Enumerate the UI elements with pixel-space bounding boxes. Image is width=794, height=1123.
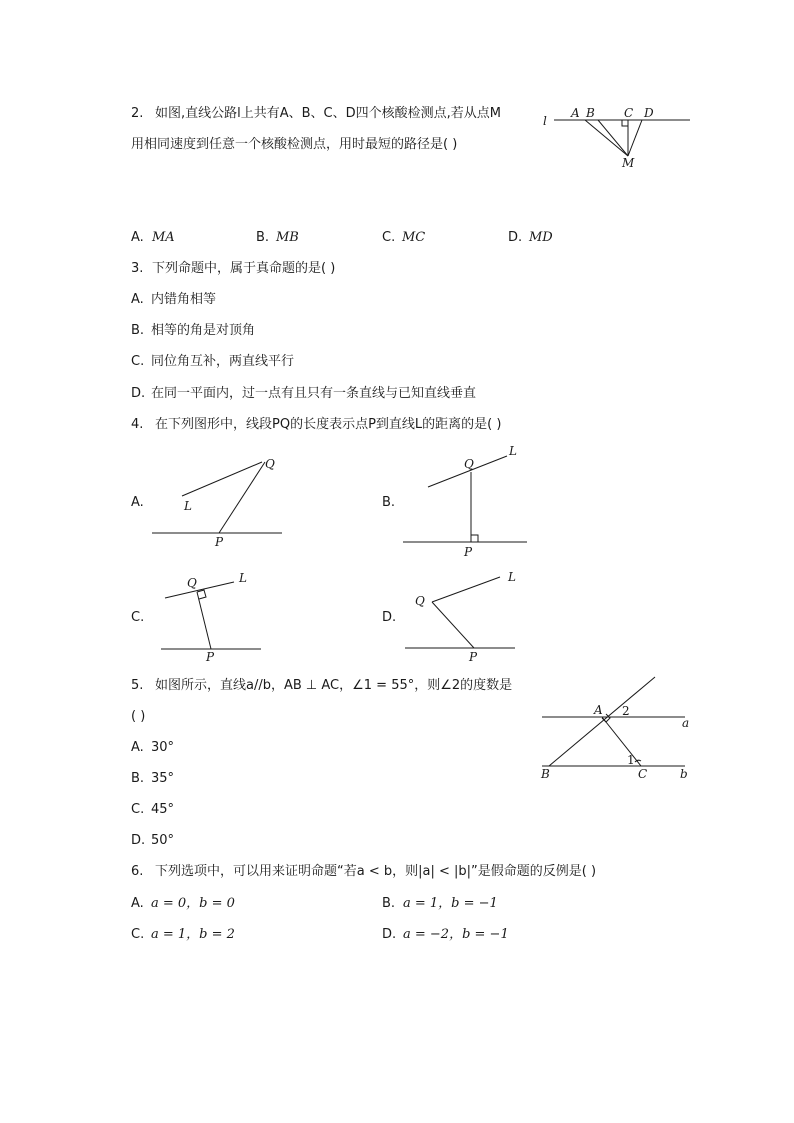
q2-stem-line1: 如图,直线公路l上共有A、B、C、D四个核酸检测点,若从点M [155, 106, 501, 121]
q5-option-c-letter: C. [131, 802, 145, 817]
q3-option-d-text: 在同一平面内，过一点有且只有一条直线与已知直线垂直 [151, 386, 477, 401]
q2-option-a-text: MA [152, 230, 175, 245]
q2-option-b-letter: B. [256, 230, 270, 245]
q5-stem: 如图所示，直线a//b，AB ⊥ AC，∠1 = 55°，则∠2的度数是 [155, 678, 513, 693]
q3-number: 3. [131, 261, 144, 276]
q2-option-d-letter: D. [508, 230, 523, 245]
q4-d-label-Q: Q [415, 594, 425, 608]
q4-number: 4. [131, 417, 144, 432]
q6-option-d-text: a = −2，b = −1 [403, 927, 509, 942]
q4-b-label-L: L [509, 444, 517, 458]
q3-option-a-text: 内错角相等 [151, 292, 217, 307]
q2-option-c-letter: C. [382, 230, 396, 245]
q5-label-a: a [682, 716, 690, 730]
q4-stem: 在下列图形中，线段PQ的长度表示点P到直线L的距离的是( ) [155, 417, 502, 432]
q5-option-d-text: 50° [151, 833, 175, 848]
q5-label-1: 1 [627, 753, 635, 767]
q4-option-d-letter: D. [382, 610, 397, 625]
q2-label-C: C [624, 106, 634, 120]
q4-b-label-Q: Q [464, 457, 474, 471]
q3-option-a-letter: A. [131, 292, 144, 307]
q5-label-B: B [541, 767, 550, 781]
q2-label-M: M [622, 156, 635, 170]
q5-label-2: 2 [622, 704, 630, 718]
q4-option-b-letter: B. [382, 495, 396, 510]
q4-c-label-L: L [239, 571, 247, 585]
q2-figure [540, 100, 700, 175]
q6-option-a-text: a = 0，b = 0 [151, 896, 235, 911]
q6-stem: 下列选项中，可以用来证明命题“若a < b，则|a| < |b|”是假命题的反例是( ) [155, 864, 597, 879]
q4-figure-c [145, 565, 290, 665]
q5-label-A: A [594, 703, 603, 717]
q2-option-d-text: MD [529, 230, 553, 245]
q6-option-c-letter: C. [131, 927, 145, 942]
q4-figure-d [395, 565, 540, 665]
q6-number: 6. [131, 864, 144, 879]
q3-option-c-text: 同位角互补，两直线平行 [151, 354, 295, 369]
q4-b-label-P: P [464, 545, 473, 559]
q4-a-label-Q: Q [265, 457, 275, 471]
q2-label-A: A [571, 106, 580, 120]
q4-a-label-L: L [184, 499, 192, 513]
q5-label-C: C [638, 767, 648, 781]
q5-label-b: b [680, 767, 688, 781]
q5-figure [535, 670, 695, 785]
q4-option-c-letter: C. [131, 610, 145, 625]
q2-label-B: B [586, 106, 595, 120]
q5-option-a-letter: A. [131, 740, 144, 755]
q6-option-b-letter: B. [382, 896, 396, 911]
q5-option-a-text: 30° [151, 740, 175, 755]
q4-a-label-P: P [215, 535, 224, 549]
q5-option-d-letter: D. [131, 833, 146, 848]
q4-d-label-P: P [469, 650, 478, 664]
q4-c-label-Q: Q [187, 576, 197, 590]
q2-label-l: l [543, 114, 547, 128]
q4-d-label-L: L [508, 570, 516, 584]
q5-paren: ( ) [131, 709, 146, 724]
q6-option-a-letter: A. [131, 896, 144, 911]
q3-option-b-letter: B. [131, 323, 145, 338]
q4-figure-b [395, 440, 540, 565]
q6-option-d-letter: D. [382, 927, 397, 942]
q3-option-b-text: 相等的角是对顶角 [151, 323, 256, 338]
q3-option-d-letter: D. [131, 386, 146, 401]
q2-option-c-text: MC [402, 230, 426, 245]
q3-option-c-letter: C. [131, 354, 145, 369]
q2-stem-line2: 用相同速度到任意一个核酸检测点，用时最短的路径是( ) [131, 137, 458, 152]
q2-label-D: D [644, 106, 654, 120]
q2-option-a-letter: A. [131, 230, 144, 245]
q2-number: 2. [131, 106, 144, 121]
q5-option-b-text: 35° [151, 771, 175, 786]
q2-option-b-text: MB [276, 230, 299, 245]
q5-option-b-letter: B. [131, 771, 145, 786]
q4-figure-a [145, 450, 290, 550]
q6-option-c-text: a = 1，b = 2 [151, 927, 235, 942]
q4-option-a-letter: A. [131, 495, 144, 510]
q3-stem: 下列命题中，属于真命题的是( ) [152, 261, 336, 276]
q5-option-c-text: 45° [151, 802, 175, 817]
q5-number: 5. [131, 678, 144, 693]
q4-c-label-P: P [206, 650, 215, 664]
q6-option-b-text: a = 1，b = −1 [403, 896, 498, 911]
